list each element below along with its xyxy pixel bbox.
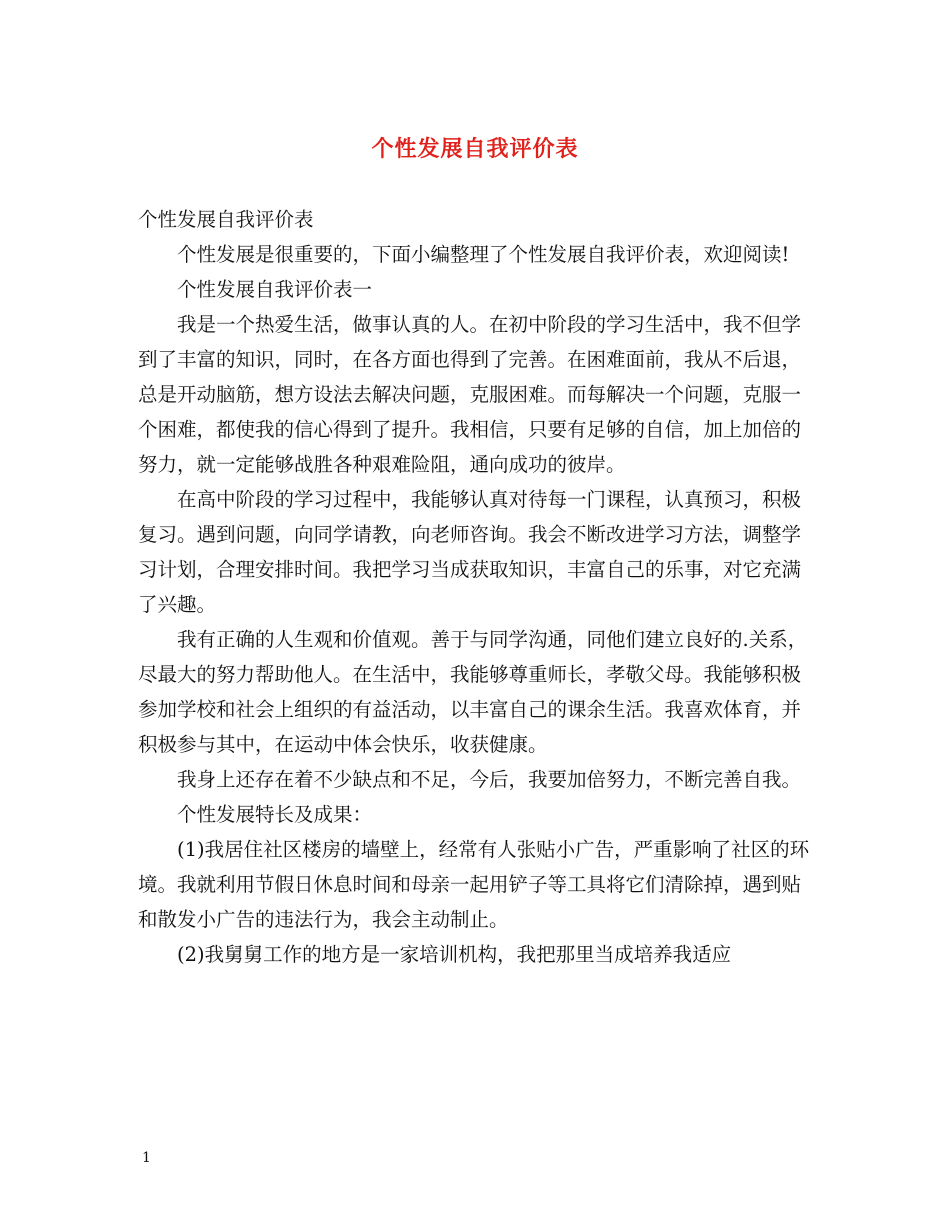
section-heading: 个性发展自我评价表 [138, 208, 314, 231]
paragraph-achievements-heading: 个性发展特长及成果： [177, 803, 373, 826]
paragraph-values: 我有正确的人生观和价值观。善于与同学沟通，同他们建立良好的.关系，尽最大的努力帮助他人。在生活中，我能够尊重师长，孝敬父母。我能够积极参加学校和社会上组织的有益活动，以丰富自己的课余生活。我喜欢体育，并积极参与其中，在运动中体会快乐，收获健康。 [138, 628, 808, 756]
paragraph-character: 我是一个热爱生活，做事认真的人。在初中阶段的学习生活中，我不但学到了丰富的知识，同时，在各方面也得到了完善。在困难面前，我从不后退，总是开动脑筋，想方设法去解决问题，克服困难。而每解决一个问题，克服一个困难，都使我的信心得到了提升。我相信，只要有足够的自信，加上加倍的努力，就一定能够战胜各种艰难险阻，通向成功的彼岸。 [138, 313, 802, 476]
paragraph-item-1: (1)我居住社区楼房的墙壁上，经常有人张贴小广告，严重影响了社区的环境。我就利用节假日休息时间和母亲一起用铲子等工具将它们清除掉，遇到贴和散发小广告的违法行为，我会主动制止。 [138, 838, 810, 931]
paragraph-subtitle: 个性发展自我评价表一 [177, 278, 373, 301]
page-number: 1 [142, 1150, 151, 1166]
paragraph-item-2: (2)我舅舅工作的地方是一家培训机构，我把那里当成培养我适应 [177, 943, 732, 966]
paragraph-study: 在高中阶段的学习过程中，我能够认真对待每一门课程，认真预习，积极复习。遇到问题，向同学请教，向老师咨询。我会不断改进学习方法，调整学习计划，合理安排时间。我把学习当成获取知识，丰富自己的乐事，对它充满了兴趣。 [138, 488, 802, 616]
document-body [138, 202, 818, 972]
document-title: 个性发展自我评价表 [371, 136, 579, 162]
paragraph-improvement: 我身上还存在着不少缺点和不足，今后，我要加倍努力，不断完善自我。 [177, 768, 802, 791]
paragraph-intro: 个性发展是很重要的，下面小编整理了个性发展自我评价表，欢迎阅读! [177, 243, 790, 266]
